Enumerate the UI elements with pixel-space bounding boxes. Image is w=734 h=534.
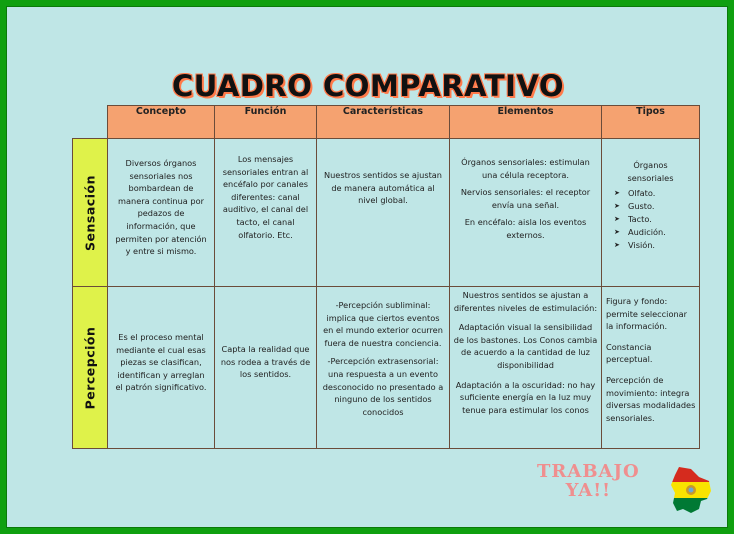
cell-text: Diversos órganos sensoriales nos bombardean de manera continua por pedazos de información, que permiten por atención y entre si mismo. — [115, 158, 207, 257]
cell-text: Órganos sensoriales — [627, 160, 674, 183]
header-row — [73, 106, 700, 139]
cell-paragraph: En encéfalo: aisla los eventos externos. — [464, 217, 587, 240]
cell-paragraph: Figura y fondo: permite seleccionar la información. — [606, 296, 688, 332]
cell-percepcion-elementos — [450, 287, 602, 449]
logo-line-1: TRABAJO — [537, 461, 640, 482]
row-label: Percepción — [82, 326, 98, 409]
cell-paragraph: Percepción de movimiento: integra diversas modalidades sensoriales. — [606, 374, 696, 423]
cell-paragraph: Órganos sensoriales: estimulan una célula receptora. — [461, 157, 590, 180]
list-item: ➤ Olfato. — [628, 187, 695, 200]
cell-text: Los mensajes sensoriales entran al encéfalo por canales diferentes: canal auditivo, el canal del tacto, el canal olfatorio. Etc. — [222, 154, 309, 240]
tipos-list — [606, 187, 695, 252]
cell-percepcion-funcion — [215, 287, 317, 449]
cell-paragraph: -Percepción subliminal: implica que ciertos eventos en el mundo exterior ocurren fuera de nuestra conciencia. — [323, 300, 443, 348]
cell-text: Es el proceso mental mediante el cual esas piezas se clasifican, identifican y arreglan el patrón significativo. — [115, 332, 207, 393]
list-item: ➤ Gusto. — [628, 200, 695, 213]
cell-percepcion-caracteristicas — [317, 287, 450, 449]
corner-cell — [73, 106, 108, 139]
cell-sensacion-funcion — [215, 139, 317, 287]
cell-paragraph: Adaptación visual la sensibilidad de los bastones. Los Conos cambia de acuerdo a la cantidad de luz disponibilidad — [453, 322, 598, 370]
column-header-elementos: Elementos — [450, 106, 602, 139]
cell-paragraph: Adaptación a la oscuridad: no hay suficiente energía en la luz muy tenue para estimular los conos — [455, 379, 596, 415]
cell-paragraph: Nervios sensoriales: el receptor envía una señal. — [460, 187, 591, 210]
bolivia-map-icon — [669, 465, 713, 515]
comparison-table — [72, 105, 700, 449]
cell-sensacion-concepto — [108, 139, 215, 287]
row-header-sensacion — [73, 139, 108, 287]
cell-percepcion-concepto — [108, 287, 215, 449]
row-label: Sensación — [82, 174, 98, 251]
cell-sensacion-tipos — [602, 139, 700, 287]
cell-sensacion-elementos — [450, 139, 602, 287]
list-item: ➤ Audición. — [628, 226, 695, 239]
column-header-funcion: Función — [215, 106, 317, 139]
list-item: ➤ Visión. — [628, 239, 695, 252]
list-item: ➤ Tacto. — [628, 213, 695, 226]
cell-text: Nuestros sentidos se ajustan de manera automática al nivel global. — [323, 170, 442, 206]
table-row-sensacion — [73, 139, 700, 287]
trabajo-ya-logo — [537, 462, 640, 500]
cell-text: Capta la realidad que nos rodea a través de los sentidos. — [220, 344, 311, 380]
column-header-caracteristicas: Características — [317, 106, 450, 139]
page-title: CUADRO COMPARATIVO — [171, 69, 565, 103]
cell-percepcion-tipos — [602, 287, 700, 449]
table-row-percepcion — [73, 287, 700, 449]
cell-sensacion-caracteristicas — [317, 139, 450, 287]
page-frame — [6, 6, 728, 528]
cell-paragraph: -Percepción extrasensorial: una respuesta a un evento desconocido no presentado a ninguno de los sentidos conocidos — [322, 356, 444, 417]
cell-paragraph: Nuestros sentidos se ajustan a diferentes niveles de estimulación: — [453, 290, 598, 313]
column-header-concepto: Concepto — [108, 106, 215, 139]
column-header-tipos: Tipos — [602, 106, 700, 139]
row-header-percepcion — [73, 287, 108, 449]
logo-line-2: YA!! — [565, 480, 612, 501]
cell-paragraph: Constancia perceptual. — [606, 341, 653, 365]
